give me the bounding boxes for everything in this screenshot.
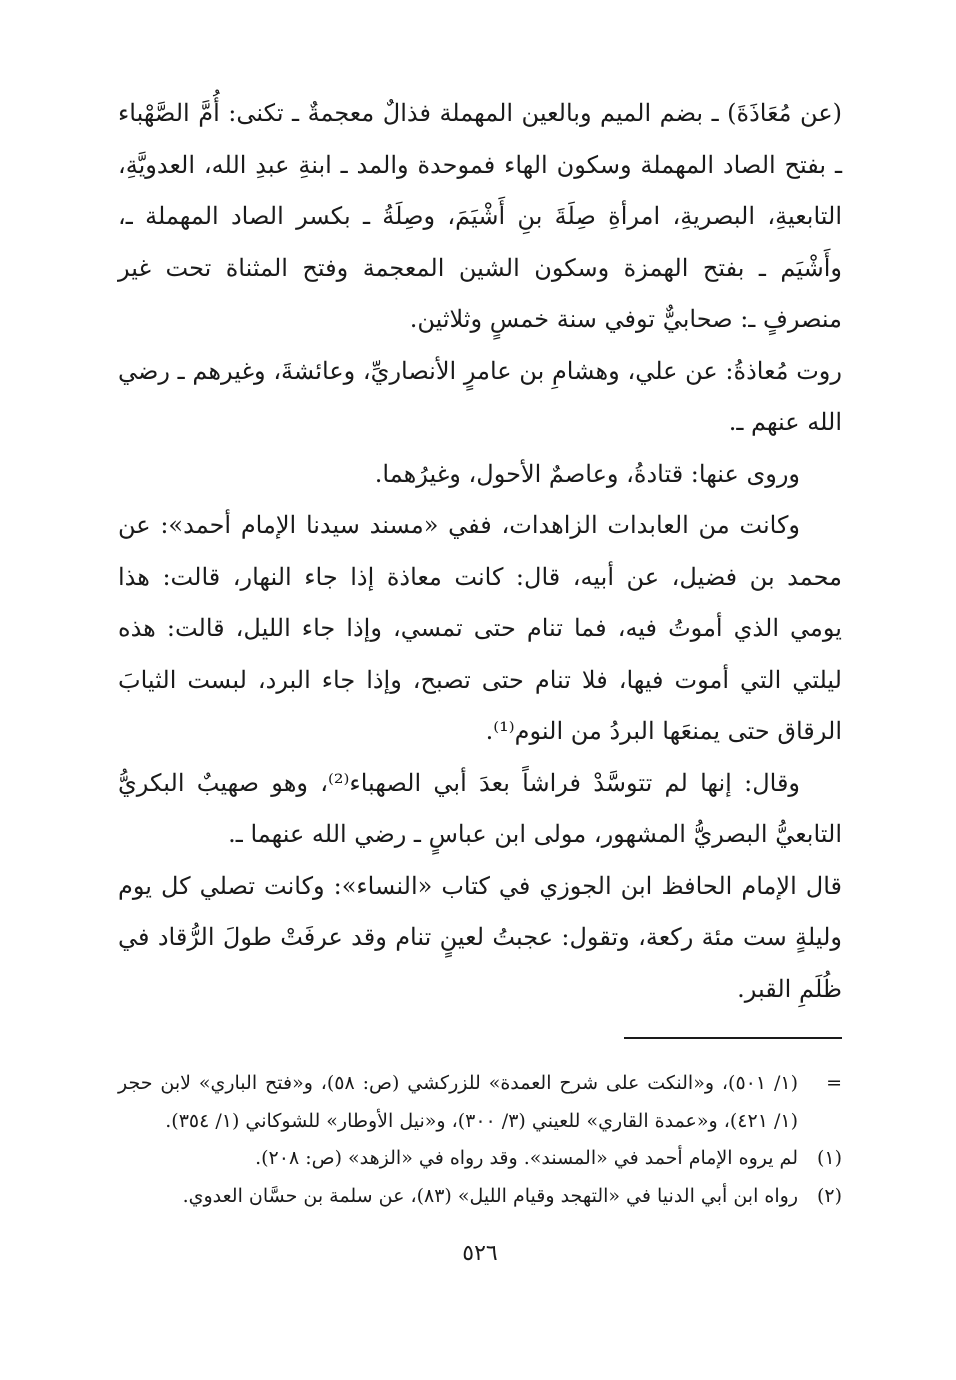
paragraph-ibn-al-jawzi: قال الإمام الحافظ ابن الجوزي في كتاب «النساء»: وكانت تصلي كل يوم وليلةٍ ست مئة ركعة، وتقول: عجبتُ لعينٍ تنام وقد عرفَتْ طولَ الرُّقاد في ظُلَمِ القبر.: [118, 871, 842, 1003]
paragraph-husband: وقال: إنها لم تتوسَّدْ فراشاً بعدَ أبي الصهباء⁽²⁾، وهو صهيبٌ البكريُّ التابعيُّ البصريُّ المشهور، مولى ابن عباسٍ ـ رضي الله عنهما ـ.: [118, 768, 842, 848]
footnote-text: لم يروه الإمام أحمد في «المسند». وقد رواه في «الزهد» (ص: ٢٠٨).: [255, 1147, 798, 1169]
footnotes: [118, 1065, 842, 1215]
footnote-text: رواه ابن أبي الدنيا في «التهجد وقيام الليل» (٨٣)، عن سلمة بن حسَّان العدوي.: [182, 1184, 798, 1207]
main-text: [118, 88, 842, 1015]
book-page: [118, 88, 842, 1266]
footnote-2: [118, 1178, 842, 1216]
footnote-marker: =: [826, 1072, 842, 1094]
paragraph-narrators: وروى عنها: قتادةُ، وعاصمٌ الأحول، وغيرُهما.: [374, 459, 800, 488]
page-number: ٥٢٦: [462, 1241, 498, 1266]
footnote-marker: (٢): [816, 1184, 842, 1207]
footnote-marker: (١): [816, 1147, 842, 1169]
footnote-1: [118, 1140, 842, 1178]
footnote-separator: [624, 1037, 842, 1039]
paragraph-worship: وكانت من العابدات الزاهدات، ففي «مسند سيدنا الإمام أحمد»: عن محمد بن فضيل، عن أبيه، قال: كانت معاذة إذا جاء النهار، قالت: هذا يومي الذي أموتُ فيه، فما تنام حتى تمسي، وإذا جاء الليل، قالت: هذه ليلتي التي أموت فيها، فلا تنام حتى تصبح، وإذا جاء البرد، لبست الثيابَ الرقاق حتى يمنعَها البردُ من النوم⁽¹⁾.: [118, 511, 842, 745]
paragraph-biography: (عن مُعَاذَةَ) ـ بضم الميم وبالعين المهملة فذالٌ معجمةٌ ـ تكنى: أُمَّ الصَّهْباء ـ بفتح الصاد المهملة وسكون الهاء فموحدة والمد ـ ابنةِ عبدِ الله، العدويَّةِ، التابعيةِ، البصريةِ، امرأةِ صِلَةَ بنِ أَشْيَمَ، وصِلَةُ ـ بكسر الصاد المهملة ـ، وأَشْيَم ـ بفتح الهمزة وسكون الشين المعجمة وفتح المثناة تحت غير منصرفٍ ـ: صحابيٌّ توفي سنة خمسٍ وثلاثين.: [118, 99, 842, 333]
paragraph-narrated-from: روت مُعاذةُ: عن علي، وهشامِ بن عامرٍ الأنصاريِّ، وعائشةَ، وغيرهم ـ رضي الله عنهم ـ.: [118, 356, 842, 436]
footnote-continuation: [118, 1065, 842, 1140]
footnote-text: (١/ ٥٠١)، و«النكت على شرح العمدة» للزركشي (ص: ٥٨)، و«فتح الباري» لابن حجر (١/ ٤٢١)، و«عمدة القاري» للعيني (٣/ ٣٠٠)، و«نيل الأوطار» للشوكاني (١/ ٣٥٤).: [118, 1072, 798, 1132]
